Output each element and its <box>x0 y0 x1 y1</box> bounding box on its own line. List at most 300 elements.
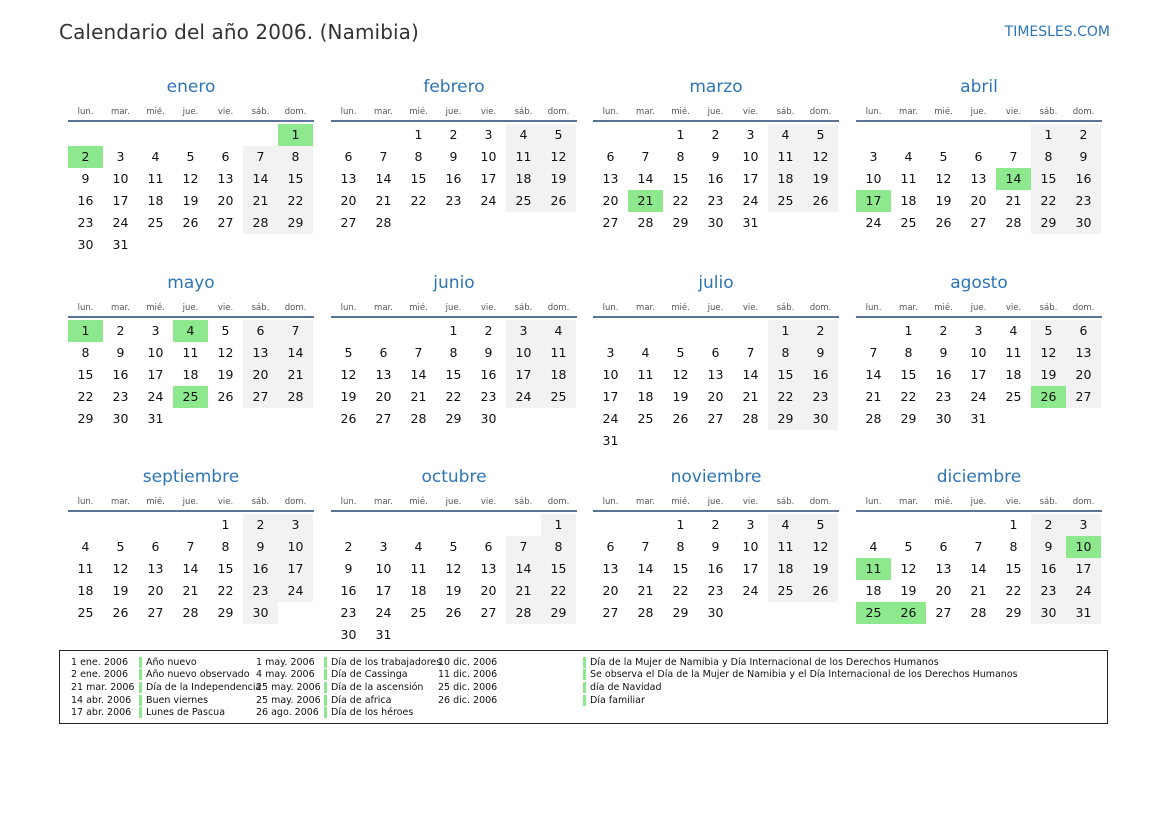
day-cell: 2 <box>344 539 353 554</box>
weekday-header <box>331 302 577 318</box>
weekday-label: lun. <box>865 497 882 507</box>
month-abril <box>856 74 1102 234</box>
month-name: marzo <box>689 77 743 97</box>
day-cell: 19 <box>112 583 129 598</box>
day-cell: 11 <box>541 342 576 364</box>
day-cell: 26 <box>217 389 234 404</box>
day-cell: 10 <box>865 171 882 186</box>
day-cell: 29 <box>768 408 803 430</box>
day-cell: 22 <box>77 389 94 404</box>
day-cell: 15 <box>1005 561 1022 576</box>
month-name: abril <box>960 77 998 97</box>
day-cell: 13 <box>480 561 497 576</box>
empty-cell <box>331 320 366 342</box>
day-cell: 15 <box>1031 168 1066 190</box>
holiday-legend <box>59 650 1108 724</box>
day-cell: 3 <box>746 127 755 142</box>
empty-cell <box>593 124 628 146</box>
day-cell: 16 <box>77 193 94 208</box>
legend-item <box>71 669 261 682</box>
day-cell: 23 <box>1031 580 1066 602</box>
day-cell: 14 <box>243 168 278 190</box>
day-cell: 28 <box>865 411 882 426</box>
weekday-header <box>593 106 839 122</box>
day-cell: 29 <box>672 215 689 230</box>
day-cell: 25 <box>637 411 654 426</box>
weekday-label: mié. <box>934 303 953 313</box>
day-cell: 21 <box>243 190 278 212</box>
empty-cell <box>663 320 698 342</box>
day-cell: 12 <box>217 345 234 360</box>
day-cell: 7 <box>746 345 755 360</box>
day-cell: 15 <box>541 558 576 580</box>
day-cell: 27 <box>602 605 619 620</box>
weekday-label: mar. <box>111 303 130 313</box>
empty-cell <box>593 514 628 536</box>
empty-cell <box>366 514 401 536</box>
day-cell: 19 <box>803 168 838 190</box>
day-cell: 5 <box>186 149 195 164</box>
legend-item <box>71 694 261 707</box>
day-cell: 7 <box>1009 149 1018 164</box>
day-cell: 9 <box>81 171 90 186</box>
month-enero <box>68 74 314 256</box>
day-cell: 24 <box>602 411 619 426</box>
holiday-date: 1 ene. 2006 <box>71 656 128 668</box>
day-cell: 2 <box>116 323 125 338</box>
day-cell: 1 <box>449 323 458 338</box>
day-cell: 7 <box>641 539 650 554</box>
weekday-label: vie. <box>742 497 759 507</box>
holiday-date: 10 dic. 2006 <box>438 656 498 668</box>
day-cell: 23 <box>707 583 724 598</box>
day-cell: 22 <box>1031 190 1066 212</box>
day-cell: 12 <box>803 536 838 558</box>
holiday-day-cell: 1 <box>278 124 313 146</box>
day-cell: 10 <box>112 171 129 186</box>
day-cell: 5 <box>676 345 685 360</box>
holiday-name: Día de la Independencia <box>139 682 261 693</box>
day-cell: 12 <box>935 171 952 186</box>
weekday-label: sáb. <box>1039 497 1058 507</box>
holiday-name: Día de la ascensión <box>324 682 423 693</box>
day-cell: 1 <box>414 127 423 142</box>
day-cell: 5 <box>221 323 230 338</box>
weekday-label: sáb. <box>776 497 795 507</box>
day-cell: 24 <box>865 215 882 230</box>
day-cell: 27 <box>707 411 724 426</box>
day-cell: 21 <box>742 389 759 404</box>
day-cell: 6 <box>221 149 230 164</box>
weekday-label: jue. <box>970 107 987 117</box>
day-cell: 7 <box>243 146 278 168</box>
day-cell: 2 <box>1031 514 1066 536</box>
weekday-label: vie. <box>742 107 759 117</box>
holiday-date: 1 may. 2006 <box>256 656 315 668</box>
day-cell: 20 <box>970 193 987 208</box>
holiday-date: 2 ene. 2006 <box>71 669 128 681</box>
day-cell: 24 <box>1066 580 1101 602</box>
day-cell: 5 <box>541 124 576 146</box>
day-cell: 4 <box>768 514 803 536</box>
day-cell: 21 <box>637 583 654 598</box>
day-cell: 6 <box>606 539 615 554</box>
empty-cell <box>173 124 208 146</box>
weekday-label: jue. <box>182 303 199 313</box>
day-cell: 1 <box>676 517 685 532</box>
empty-cell <box>733 320 768 342</box>
day-cell: 30 <box>480 411 497 426</box>
day-cell: 26 <box>340 411 357 426</box>
weekday-label: mié. <box>409 107 428 117</box>
month-julio <box>593 270 839 452</box>
day-cell: 18 <box>506 168 541 190</box>
weekday-label: dom. <box>284 303 307 313</box>
day-cell: 4 <box>151 149 160 164</box>
day-cell: 1 <box>768 320 803 342</box>
day-cell: 27 <box>375 411 392 426</box>
day-cell: 19 <box>900 583 917 598</box>
day-cell: 6 <box>974 149 983 164</box>
day-cell: 31 <box>970 411 987 426</box>
day-cell: 22 <box>217 583 234 598</box>
day-cell: 30 <box>707 605 724 620</box>
day-cell: 11 <box>637 367 654 382</box>
day-cell: 20 <box>147 583 164 598</box>
day-cell: 29 <box>1005 605 1022 620</box>
holiday-day-cell: 1 <box>68 320 103 342</box>
day-cell: 3 <box>606 345 615 360</box>
day-cell: 29 <box>672 605 689 620</box>
day-cell: 8 <box>414 149 423 164</box>
day-cell: 9 <box>1066 146 1101 168</box>
day-cell: 17 <box>742 561 759 576</box>
empty-cell <box>208 124 243 146</box>
weekday-label: dom. <box>809 107 832 117</box>
day-cell: 24 <box>147 389 164 404</box>
day-cell: 14 <box>182 561 199 576</box>
weekday-label: sáb. <box>1039 107 1058 117</box>
day-cell: 24 <box>278 580 313 602</box>
legend-column-1 <box>71 656 261 719</box>
weekday-label: mié. <box>409 303 428 313</box>
day-cell: 5 <box>344 345 353 360</box>
day-cell: 15 <box>77 367 94 382</box>
day-cell: 28 <box>243 212 278 234</box>
day-cell: 5 <box>116 539 125 554</box>
weekday-label: sáb. <box>251 497 270 507</box>
day-cell: 10 <box>375 561 392 576</box>
day-cell: 16 <box>243 558 278 580</box>
holiday-day-cell: 10 <box>1066 536 1101 558</box>
day-cell: 15 <box>445 367 462 382</box>
day-cell: 9 <box>1031 536 1066 558</box>
weekday-label: jue. <box>970 303 987 313</box>
day-cell: 13 <box>340 171 357 186</box>
day-cell: 17 <box>1066 558 1101 580</box>
day-cell: 2 <box>711 517 720 532</box>
day-cell: 29 <box>217 605 234 620</box>
day-cell: 11 <box>1005 345 1022 360</box>
day-cell: 1 <box>676 127 685 142</box>
day-cell: 1 <box>904 323 913 338</box>
day-cell: 2 <box>803 320 838 342</box>
day-cell: 7 <box>414 345 423 360</box>
day-cell: 31 <box>602 433 619 448</box>
empty-cell <box>138 124 173 146</box>
day-cell: 5 <box>449 539 458 554</box>
day-cell: 11 <box>410 561 427 576</box>
weekday-label: lun. <box>77 107 94 117</box>
day-cell: 28 <box>506 602 541 624</box>
day-cell: 3 <box>869 149 878 164</box>
weekday-label: dom. <box>1072 497 1095 507</box>
day-cell: 2 <box>711 127 720 142</box>
day-cell: 19 <box>672 389 689 404</box>
day-cell: 23 <box>803 386 838 408</box>
day-cell: 14 <box>637 561 654 576</box>
legend-item <box>71 706 261 719</box>
day-cell: 13 <box>602 561 619 576</box>
day-cell: 25 <box>410 605 427 620</box>
day-cell: 9 <box>803 342 838 364</box>
empty-cell <box>593 320 628 342</box>
day-cell: 7 <box>379 149 388 164</box>
legend-item <box>71 681 261 694</box>
day-cell: 29 <box>900 411 917 426</box>
day-cell: 10 <box>480 149 497 164</box>
weekday-header <box>68 496 314 512</box>
holiday-name: Año nuevo <box>139 657 197 668</box>
day-cell: 15 <box>278 168 313 190</box>
empty-cell <box>856 514 891 536</box>
day-cell: 8 <box>81 345 90 360</box>
day-cell: 13 <box>707 367 724 382</box>
day-cell: 18 <box>77 583 94 598</box>
day-cell: 14 <box>410 367 427 382</box>
day-cell: 17 <box>112 193 129 208</box>
day-cell: 29 <box>1031 212 1066 234</box>
day-cell: 7 <box>974 539 983 554</box>
day-cell: 25 <box>541 386 576 408</box>
day-cell: 17 <box>742 171 759 186</box>
day-cell: 17 <box>506 364 541 386</box>
holiday-day-cell: 14 <box>996 168 1031 190</box>
weekday-label: lun. <box>602 107 619 117</box>
empty-cell <box>366 124 401 146</box>
weekday-label: sáb. <box>514 107 533 117</box>
month-name: junio <box>433 273 475 293</box>
weekday-label: mar. <box>899 107 918 117</box>
weekday-label: mié. <box>146 107 165 117</box>
day-cell: 7 <box>278 320 313 342</box>
day-cell: 4 <box>641 345 650 360</box>
weekday-label: dom. <box>809 303 832 313</box>
empty-cell <box>138 514 173 536</box>
day-cell: 12 <box>541 146 576 168</box>
weekday-label: vie. <box>1005 497 1022 507</box>
day-cell: 30 <box>340 627 357 642</box>
day-cell: 15 <box>672 171 689 186</box>
day-cell: 9 <box>243 536 278 558</box>
day-cell: 3 <box>484 127 493 142</box>
weekday-label: vie. <box>480 303 497 313</box>
holiday-name: Día de los trabajadores <box>324 657 441 668</box>
day-cell: 27 <box>480 605 497 620</box>
day-cell: 28 <box>375 215 392 230</box>
day-cell: 2 <box>484 323 493 338</box>
empty-cell <box>628 320 663 342</box>
day-cell: 26 <box>672 411 689 426</box>
empty-cell <box>436 514 471 536</box>
day-cell: 4 <box>414 539 423 554</box>
day-cell: 25 <box>768 190 803 212</box>
day-cell: 19 <box>803 558 838 580</box>
weekday-label: lun. <box>77 497 94 507</box>
day-cell: 30 <box>77 237 94 252</box>
day-cell: 28 <box>1005 215 1022 230</box>
day-cell: 20 <box>340 193 357 208</box>
day-cell: 24 <box>742 583 759 598</box>
day-cell: 11 <box>182 345 199 360</box>
holiday-day-cell: 2 <box>68 146 103 168</box>
day-cell: 24 <box>112 215 129 230</box>
day-cell: 21 <box>182 583 199 598</box>
day-cell: 24 <box>970 389 987 404</box>
day-cell: 18 <box>541 364 576 386</box>
day-cell: 28 <box>410 411 427 426</box>
weekday-label: sáb. <box>776 107 795 117</box>
empty-cell <box>401 514 436 536</box>
day-cell: 24 <box>742 193 759 208</box>
day-cell: 16 <box>1031 558 1066 580</box>
day-cell: 2 <box>939 323 948 338</box>
day-cell: 29 <box>77 411 94 426</box>
day-cell: 8 <box>278 146 313 168</box>
day-cell: 5 <box>803 124 838 146</box>
day-cell: 12 <box>803 146 838 168</box>
weekday-label: mié. <box>146 303 165 313</box>
weekday-label: lun. <box>602 497 619 507</box>
month-octubre <box>331 464 577 646</box>
day-cell: 18 <box>768 168 803 190</box>
day-cell: 30 <box>243 602 278 624</box>
holiday-name: Buen viernes <box>139 695 208 706</box>
weekday-header <box>331 106 577 122</box>
empty-cell <box>961 124 996 146</box>
day-cell: 23 <box>77 215 94 230</box>
day-cell: 1 <box>221 517 230 532</box>
weekday-label: mié. <box>671 303 690 313</box>
day-cell: 3 <box>974 323 983 338</box>
day-cell: 4 <box>1009 323 1018 338</box>
day-cell: 13 <box>375 367 392 382</box>
day-cell: 8 <box>768 342 803 364</box>
site-link[interactable]: TIMESLES.COM <box>1004 24 1110 40</box>
day-cell: 21 <box>865 389 882 404</box>
weekday-label: mar. <box>374 303 393 313</box>
day-grid <box>68 124 314 256</box>
weekday-label: lun. <box>865 303 882 313</box>
day-cell: 17 <box>147 367 164 382</box>
weekday-label: mié. <box>409 497 428 507</box>
day-cell: 10 <box>970 345 987 360</box>
legend-item <box>256 669 441 682</box>
day-cell: 25 <box>768 580 803 602</box>
day-cell: 16 <box>935 367 952 382</box>
day-cell: 22 <box>445 389 462 404</box>
weekday-label: jue. <box>970 497 987 507</box>
day-cell: 18 <box>768 558 803 580</box>
day-cell: 10 <box>742 539 759 554</box>
month-diciembre <box>856 464 1102 624</box>
day-cell: 17 <box>602 389 619 404</box>
weekday-label: jue. <box>707 303 724 313</box>
day-cell: 11 <box>768 536 803 558</box>
day-cell: 17 <box>480 171 497 186</box>
holiday-day-cell: 25 <box>856 602 891 624</box>
day-cell: 24 <box>375 605 392 620</box>
legend-item <box>438 681 1018 694</box>
holiday-date: 21 mar. 2006 <box>71 681 135 693</box>
month-name: febrero <box>423 77 485 97</box>
day-cell: 19 <box>445 583 462 598</box>
day-cell: 30 <box>1031 602 1066 624</box>
day-cell: 8 <box>449 345 458 360</box>
holiday-date: 17 abr. 2006 <box>71 707 132 719</box>
day-cell: 22 <box>672 193 689 208</box>
day-cell: 14 <box>278 342 313 364</box>
day-cell: 20 <box>217 193 234 208</box>
weekday-label: lun. <box>865 107 882 117</box>
holiday-day-cell: 4 <box>173 320 208 342</box>
weekday-label: jue. <box>445 303 462 313</box>
day-cell: 23 <box>935 389 952 404</box>
day-cell: 18 <box>637 389 654 404</box>
month-septiembre <box>68 464 314 624</box>
empty-cell <box>68 124 103 146</box>
day-cell: 12 <box>1031 342 1066 364</box>
month-name: agosto <box>950 273 1008 293</box>
day-cell: 4 <box>541 320 576 342</box>
weekday-label: vie. <box>1005 107 1022 117</box>
day-cell: 2 <box>243 514 278 536</box>
day-cell: 29 <box>445 411 462 426</box>
day-cell: 7 <box>869 345 878 360</box>
legend-item <box>438 656 1018 669</box>
day-cell: 31 <box>375 627 392 642</box>
page-title: Calendario del año 2006. (Namibia) <box>59 20 419 44</box>
day-cell: 13 <box>935 561 952 576</box>
day-cell: 4 <box>768 124 803 146</box>
weekday-label: mié. <box>146 497 165 507</box>
day-cell: 4 <box>81 539 90 554</box>
day-cell: 3 <box>116 149 125 164</box>
day-cell: 2 <box>1066 124 1101 146</box>
weekday-label: jue. <box>182 497 199 507</box>
weekday-label: dom. <box>547 107 570 117</box>
day-cell: 21 <box>970 583 987 598</box>
day-cell: 11 <box>77 561 94 576</box>
day-cell: 8 <box>904 345 913 360</box>
weekday-header <box>68 106 314 122</box>
day-cell: 18 <box>1005 367 1022 382</box>
legend-item <box>438 669 1018 682</box>
weekday-label: sáb. <box>514 303 533 313</box>
day-cell: 9 <box>711 149 720 164</box>
empty-cell <box>926 124 961 146</box>
day-cell: 23 <box>243 580 278 602</box>
